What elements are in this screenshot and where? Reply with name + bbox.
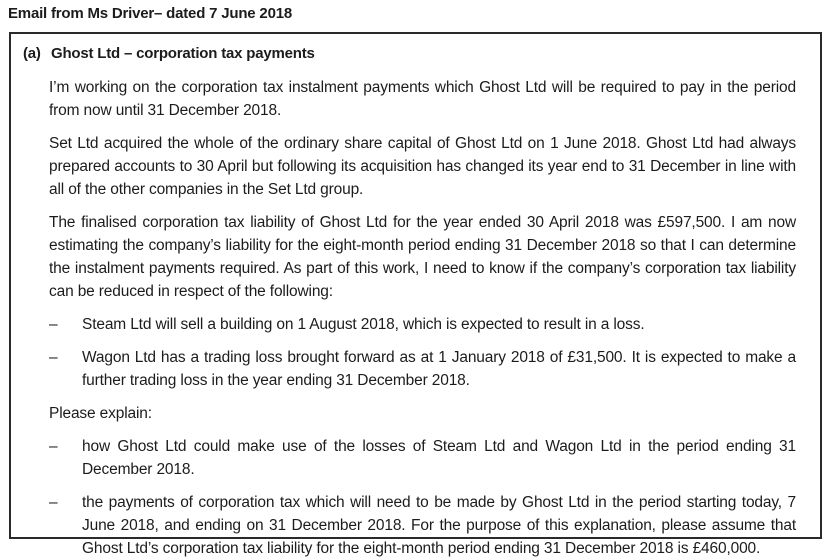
list-item — [49, 313, 796, 336]
paragraph-intro: I’m working on the corporation tax instalment payments which Ghost Ltd will be required to pay in the period from now until 31 December 2018. — [49, 79, 796, 119]
loss-item-steam: Steam Ltd will sell a building on 1 August 2018, which is expected to result in a loss. — [82, 316, 645, 333]
dash-bullet-marker: – — [49, 494, 58, 511]
email-header-title: Email from Ms Driver– dated 7 June 2018 — [8, 5, 292, 22]
dash-bullet-marker: – — [49, 349, 58, 366]
list-item — [49, 346, 796, 392]
question-box — [9, 32, 822, 557]
paragraph-acquisition: Set Ltd acquired the whole of the ordinary share capital of Ghost Ltd on 1 June 2018. Ghost Ltd had always prepared accounts to 30 April but following its acquisition has changed its year end to 31 December in line with all of the other companies in the Set Ltd group. — [49, 135, 796, 198]
list-item — [49, 491, 796, 560]
dash-bullet-marker: – — [49, 316, 58, 333]
explain-intro: Please explain: — [49, 405, 152, 422]
loss-item-wagon: Wagon Ltd has a trading loss brought forward as at 1 January 2018 of £31,500. It is expected to make a further trading loss in the year ending 31 December 2018. — [82, 349, 796, 389]
question-body — [49, 76, 796, 560]
item-label: (a) — [23, 45, 41, 62]
explain-item-losses: how Ghost Ltd could make use of the losses of Steam Ltd and Wagon Ltd in the period ending 31 December 2018. — [82, 438, 796, 478]
item-heading — [23, 42, 796, 65]
explain-item-payments: the payments of corporation tax which will need to be made by Ghost Ltd in the period starting today, 7 June 2018, and ending on 31 December 2018. For the purpose of this explanation, please assume that Ghost Ltd’s corporation tax liability for the eight-month period ending 31 December 2018 is £460,000. — [82, 494, 796, 557]
dash-bullet-marker: – — [49, 438, 58, 455]
item-title: Ghost Ltd – corporation tax payments — [51, 45, 315, 62]
list-item — [49, 435, 796, 481]
paragraph-liability: The finalised corporation tax liability of Ghost Ltd for the year ended 30 April 2018 was £597,500. I am now estimating the company’s liability for the eight-month period ending 31 December 2018 so that I can determine the instalment payments required. As part of this work, I need to know if the company’s corporation tax liability can be reduced in respect of the following: — [49, 214, 796, 300]
